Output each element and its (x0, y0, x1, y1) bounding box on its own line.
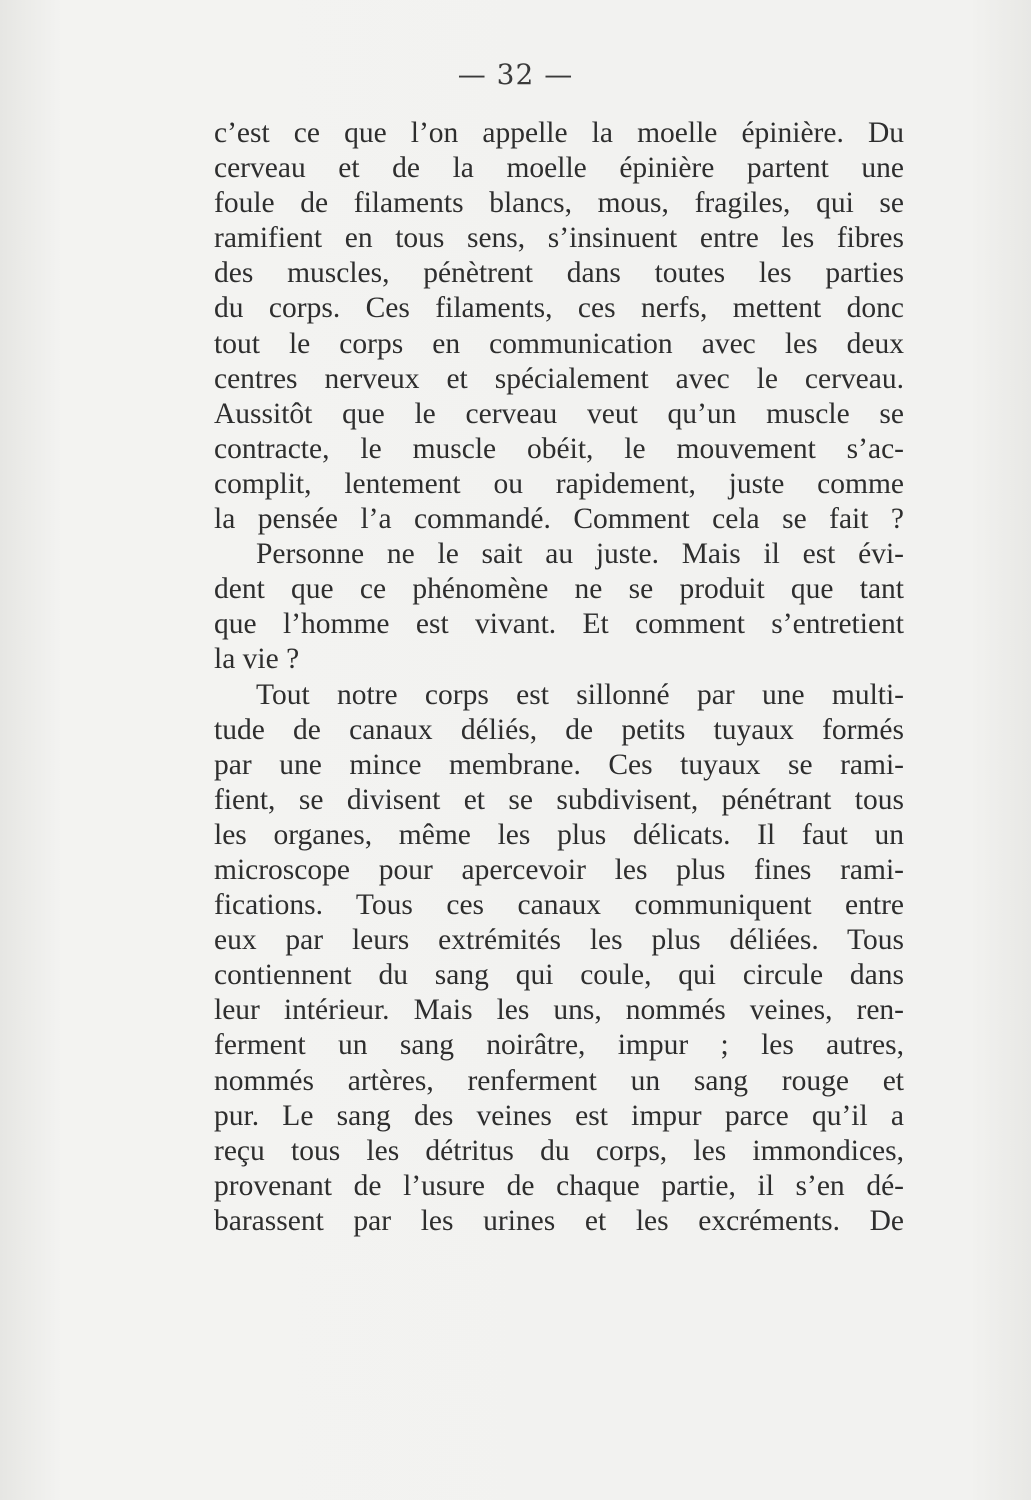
text-line: contracte, le muscle obéit, le mouvement s’ac- (214, 432, 904, 465)
text-line: tude de canaux déliés, de petits tuyaux formés (214, 713, 904, 746)
paragraph-3 (214, 678, 904, 1240)
text-line: que l’homme est vivant. Et comment s’entretient (214, 608, 904, 641)
body-text (214, 116, 904, 1239)
text-line: nommés artères, renferment un sang rouge et (214, 1064, 904, 1097)
paragraph-2 (214, 537, 904, 677)
paragraph-1 (214, 116, 904, 537)
text-line: du corps. Ces filaments, ces nerfs, mettent donc (214, 292, 904, 325)
text-line: ferment un sang noirâtre, impur ; les autres, (214, 1029, 904, 1062)
text-line: les organes, même les plus délicats. Il faut un (214, 818, 904, 851)
text-line: fications. Tous ces canaux communiquent entre (214, 889, 904, 922)
text-line: microscope pour apercevoir les plus fines rami- (214, 853, 904, 886)
text-line: Personne ne le sait au juste. Mais il est évi- (256, 538, 904, 571)
text-line: eux par leurs extrémités les plus déliées. Tous (214, 924, 904, 957)
text-line: c’est ce que l’on appelle la moelle épinière. Du (214, 117, 904, 149)
page-number: — 32 — (457, 58, 574, 91)
text-line: fient, se divisent et se subdivisent, pénétrant tous (214, 783, 904, 816)
text-line: dent que ce phénomène ne se produit que tant (214, 573, 904, 606)
text-line: cerveau et de la moelle épinière partent une (214, 152, 904, 185)
text-line: contiennent du sang qui coule, qui circule dans (214, 959, 904, 992)
text-line: la pensée l’a commandé. Comment cela se fait ? (214, 503, 904, 536)
text-line: barassent par les urines et les excréments. De (214, 1204, 904, 1237)
text-line: complit, lentement ou rapidement, juste comme (214, 467, 904, 500)
text-line: Tout notre corps est sillonné par une multi- (256, 678, 904, 711)
text-line: ramifient en tous sens, s’insinuent entre les fibres (214, 222, 904, 255)
text-line: Aussitôt que le cerveau veut qu’un muscle se (214, 397, 904, 430)
text-line: foule de filaments blancs, mous, fragiles, qui se (214, 187, 904, 220)
text-line: leur intérieur. Mais les uns, nommés veines, ren- (214, 994, 904, 1027)
text-line: des muscles, pénètrent dans toutes les parties (214, 257, 904, 290)
text-line: centres nerveux et spécialement avec le cerveau. (214, 362, 904, 395)
text-line: provenant de l’usure de chaque partie, il s’en dé- (214, 1169, 904, 1202)
text-line: pur. Le sang des veines est impur parce qu’il a (214, 1099, 904, 1132)
text-line: tout le corps en communication avec les deux (214, 327, 904, 360)
text-line: par une mince membrane. Ces tuyaux se rami- (214, 748, 904, 781)
text-line: reçu tous les détritus du corps, les immondices, (214, 1134, 904, 1167)
text-line: la vie ? (214, 643, 300, 676)
